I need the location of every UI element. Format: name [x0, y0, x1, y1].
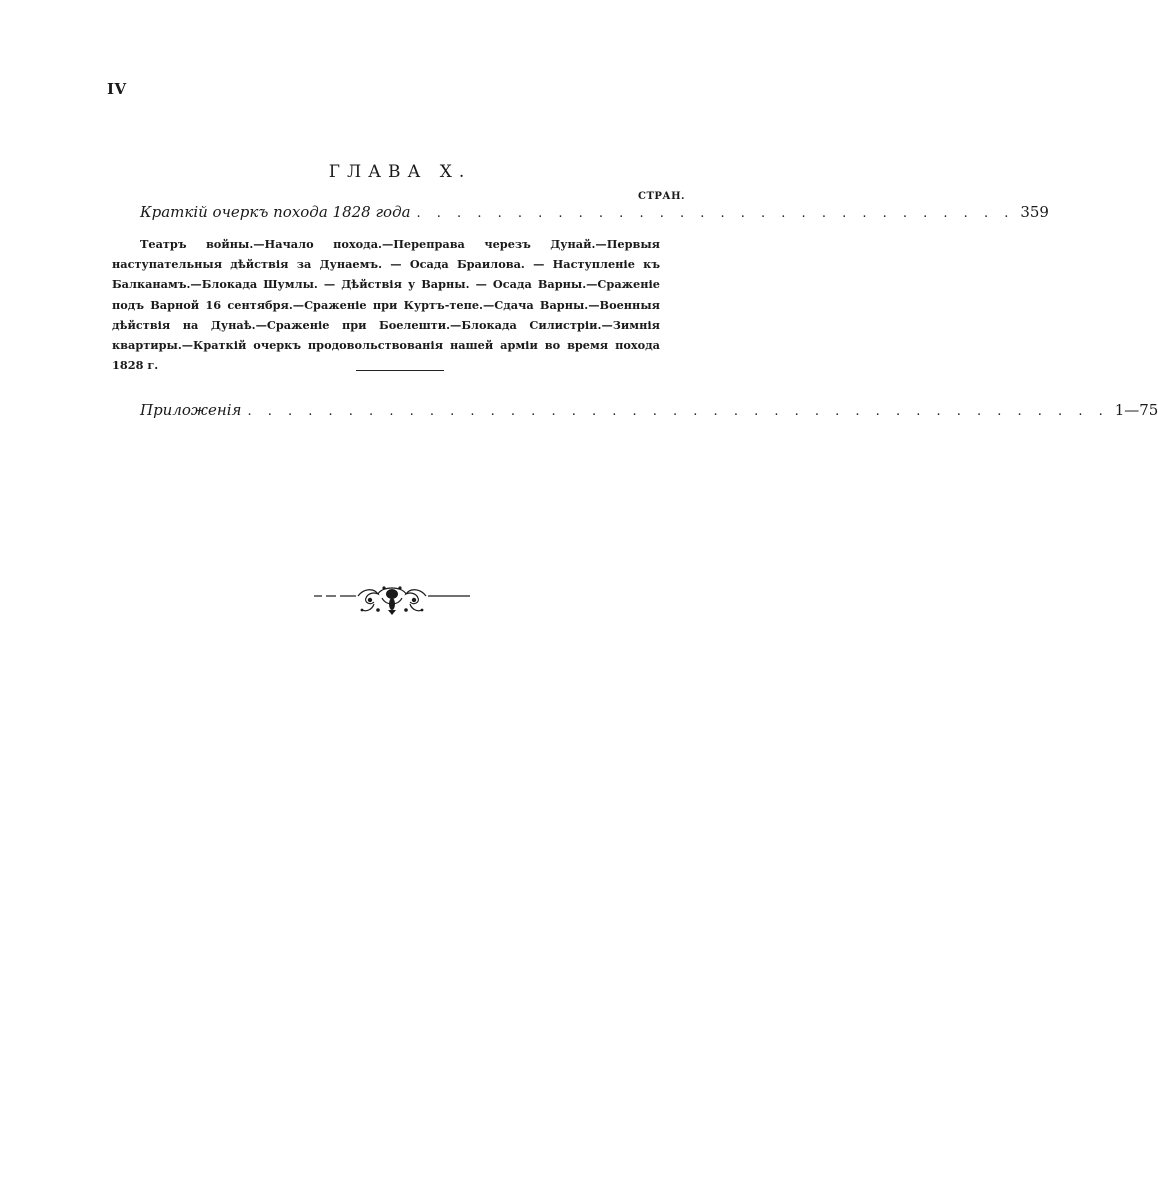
- floral-tailpiece-ornament-icon: [312, 582, 472, 616]
- toc-entry-page: 359: [1020, 203, 1049, 221]
- toc-entry-title: Краткій очеркъ похода 1828 года: [140, 203, 411, 221]
- chapter-heading: ГЛАВА X.: [328, 162, 472, 182]
- toc-entry-title: Приложенія: [140, 401, 242, 419]
- section-divider: [356, 370, 444, 371]
- toc-entry-main: [140, 203, 1049, 221]
- toc-entry-appendix: [140, 401, 1158, 419]
- toc-leader-dots: . . . . . . . . . . . . . . . . . . . . . . . . . . . . . . . . . . . . . . . . . . .: [247, 404, 1109, 419]
- pages-column-label: СТРАН.: [638, 191, 685, 202]
- toc-entry-page: 1—75: [1114, 401, 1158, 419]
- chapter-summary: Театръ войны.—Начало похода.—Переправа черезъ Дунай.—Первыя наступательныя дѣйствія за Дунаемъ. — Осада Браилова. — Наступленіе къ Балканамъ.—Блокада Шумлы. — Дѣйствія у Варны. — Осада Варны.—Сраженіе подъ Варной 16 сентября.—Сраженіе при Куртъ-тепе.—Сдача Варны.—Военныя дѣйствія на Дунаѣ.—Сраженіе при Боелешти.—Блокада Силистріи.—Зимнія квартиры.—Краткій очеркъ продовольствованія нашей арміи во время похода 1828 г.: [112, 237, 660, 373]
- page-number: IV: [107, 80, 127, 98]
- toc-leader-dots: . . . . . . . . . . . . . . . . . . . . . . . . . . . . . .: [416, 206, 1015, 221]
